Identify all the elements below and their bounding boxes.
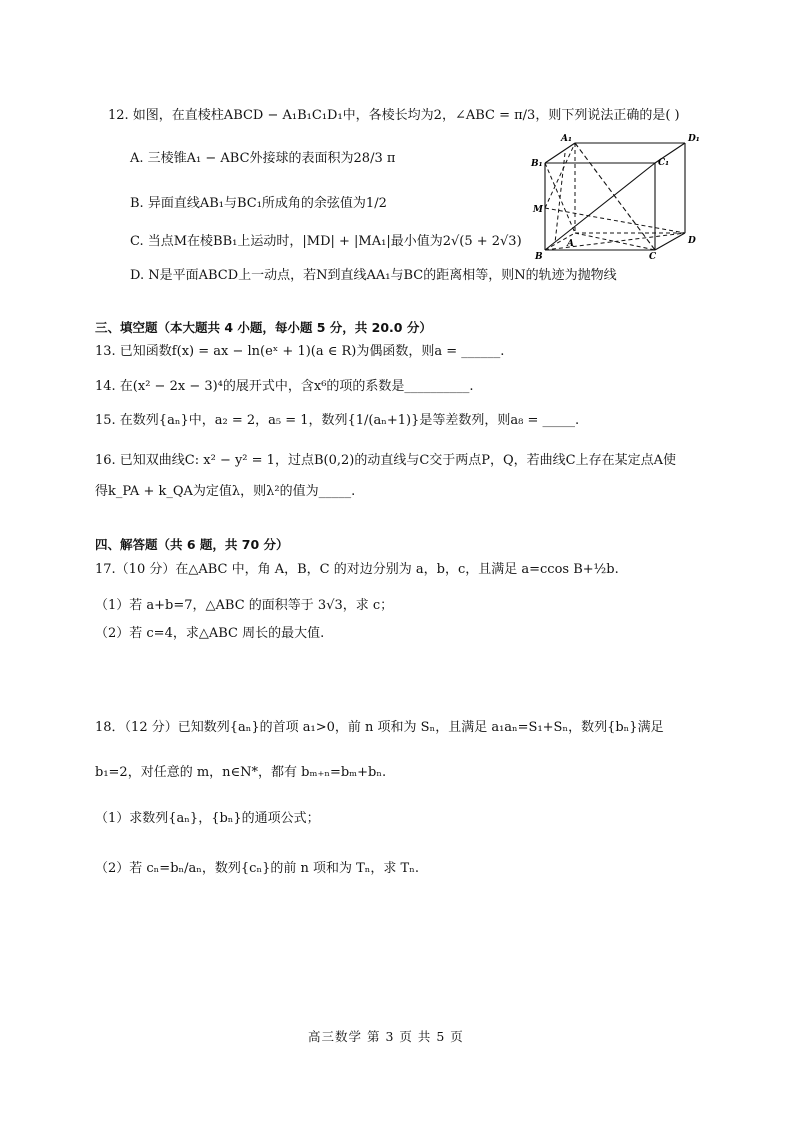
q17-stem: 17.（10 分）在△ABC 中，角 A，B，C 的对边分别为 a，b，c，且满足 a=ccos B+½b. — [95, 562, 619, 577]
q18-stem-line2: b₁=2，对任意的 m，n∈N*，都有 bₘ₊ₙ=bₘ+bₙ. — [95, 765, 387, 780]
q13: 13. 已知函数f(x) = ax − ln(eˣ + 1)(a ∈ R)为偶函数，则a = ______. — [95, 344, 505, 359]
q12-stem: 12. 如图，在直棱柱ABCD − A₁B₁C₁D₁中，各棱长均为2，∠ABC = π/3，则下列说法正确的是( ) — [108, 108, 680, 123]
q12-option-a: A. 三棱锥A₁ − ABC外接球的表面积为28/3 π — [130, 151, 396, 166]
q18-stem-line1: 18．（12 分）已知数列{aₙ}的首项 a₁>0，前 n 项和为 Sₙ，且满足 a₁aₙ=S₁+Sₙ，数列{bₙ}满足 — [95, 720, 664, 735]
label-c1: C₁ — [658, 158, 670, 168]
label-a: A — [567, 239, 574, 249]
q12-option-c: C. 当点M在棱BB₁上运动时，|MD| + |MA₁|最小值为2√(5 + 2√3) — [130, 234, 522, 249]
label-d: D — [688, 236, 696, 246]
q12-option-d: D. N是平面ABCD上一动点，若N到直线AA₁与BC的距离相等，则N的轨迹为抛物线 — [130, 268, 617, 283]
q17-part2: （2）若 c=4，求△ABC 周长的最大值. — [95, 626, 325, 641]
q16-line2: 得k_PA + k_QA为定值λ，则λ²的值为_____. — [95, 484, 356, 499]
q17-part1: （1）若 a+b=7，△ABC 的面积等于 3√3，求 c； — [95, 598, 394, 613]
page-footer: 高三数学 第 3 页 共 5 页 — [308, 1029, 464, 1044]
q14: 14. 在(x² − 2x − 3)⁴的展开式中，含x⁶的项的系数是__________. — [95, 379, 474, 394]
label-a1: A₁ — [561, 134, 572, 144]
prism-figure — [525, 128, 705, 263]
q16-line1: 16. 已知双曲线C: x² − y² = 1，过点B(0,2)的动直线与C交于两点P，Q，若曲线C上存在某定点A使 — [95, 453, 677, 468]
q15: 15. 在数列{aₙ}中，a₂ = 2，a₅ = 1，数列{1/(aₙ+1)}是等差数列，则a₈ = _____. — [95, 413, 580, 428]
label-m: M — [533, 205, 543, 215]
label-b: B — [535, 252, 543, 262]
q18-part2: （2）若 cₙ=bₙ/aₙ，数列{cₙ}的前 n 项和为 Tₙ，求 Tₙ. — [95, 861, 419, 876]
section4-title: 四、解答题（共 6 题，共 70 分） — [95, 537, 289, 552]
label-c: C — [649, 252, 657, 262]
q12-option-b: B. 异面直线AB₁与BC₁所成角的余弦值为1/2 — [130, 196, 387, 211]
label-b1: B₁ — [531, 159, 543, 169]
q18-part1: （1）求数列{aₙ}，{bₙ}的通项公式； — [95, 811, 320, 826]
label-d1: D₁ — [688, 134, 700, 144]
section3-title: 三、填空题（本大题共 4 小题，每小题 5 分，共 20.0 分） — [95, 320, 432, 335]
